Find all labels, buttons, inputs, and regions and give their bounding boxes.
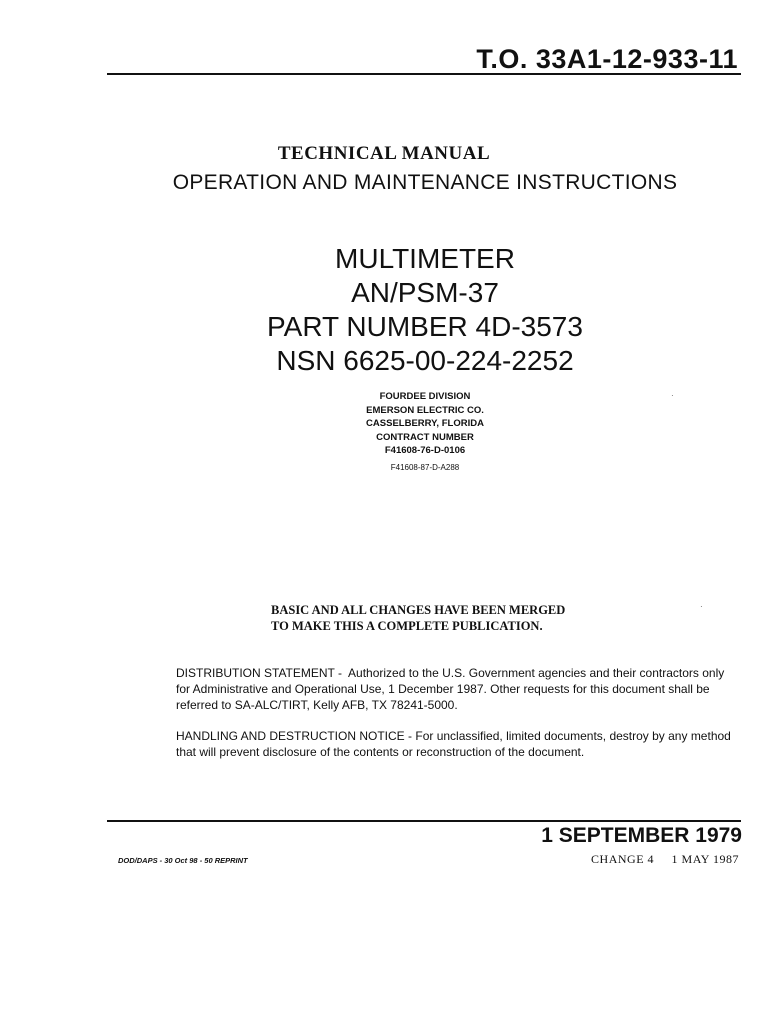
contractor-company: EMERSON ELECTRIC CO. [366,404,484,416]
printer-line: DOD/DAPS - 30 Oct 98 - 50 REPRINT [118,856,248,865]
merged-notice-line-1: BASIC AND ALL CHANGES HAVE BEEN MERGED [271,603,566,617]
merged-notice-line-2: TO MAKE THIS A COMPLETE PUBLICATION. [271,619,543,633]
bottom-rule [107,820,741,822]
contractor-division: FOURDEE DIVISION [379,391,471,402]
distribution-text: Authorized to the U.S. Government agencies and their contractors only for Administrative and Operational Use, 1 December 1987. Other requests for this document shall be referred to SA-ALC/TIRT, Kelly AFB, TX 78241-5000. [176,666,725,712]
part-number: PART NUMBER 4D-3573 [267,311,583,342]
change-line [591,852,739,867]
equipment-name: MULTIMETER [335,243,515,274]
merged-notice [271,602,565,634]
manual-type: TECHNICAL MANUAL [277,143,491,164]
scan-speck: · [700,602,703,611]
equipment-designation: AN/PSM-37 [351,277,499,308]
change-label: CHANGE 4 [591,852,655,866]
equipment-title-block [0,242,768,378]
contractor-location: CASSELBERRY, FLORIDA [366,418,484,429]
handling-notice [176,728,736,760]
contract-number-1: F41608-76-D-0106 [384,445,466,456]
nsn-number: NSN 6625-00-224-2252 [276,345,574,376]
scan-speck: · [671,391,674,400]
change-date: 1 MAY 1987 [671,852,739,866]
to-number: T.O. 33A1-12-933-11 [476,44,738,74]
handling-text: For unclassified, limited documents, destroy by any method that will prevent disclosure of the contents or reconstruction of the document. [176,729,731,759]
contractor-block [0,390,768,474]
contract-number-2: F41608-87-D-A288 [390,462,460,472]
handling-label: HANDLING AND DESTRUCTION NOTICE - [176,729,413,743]
top-rule [107,73,741,75]
distribution-label: DISTRIBUTION STATEMENT - [176,666,343,680]
publication-date: 1 SEPTEMBER 1979 [541,824,742,847]
manual-subtitle: OPERATION AND MAINTENANCE INSTRUCTIONS [172,171,678,194]
distribution-statement [176,665,736,713]
contract-number-label: CONTRACT NUMBER [376,431,474,443]
